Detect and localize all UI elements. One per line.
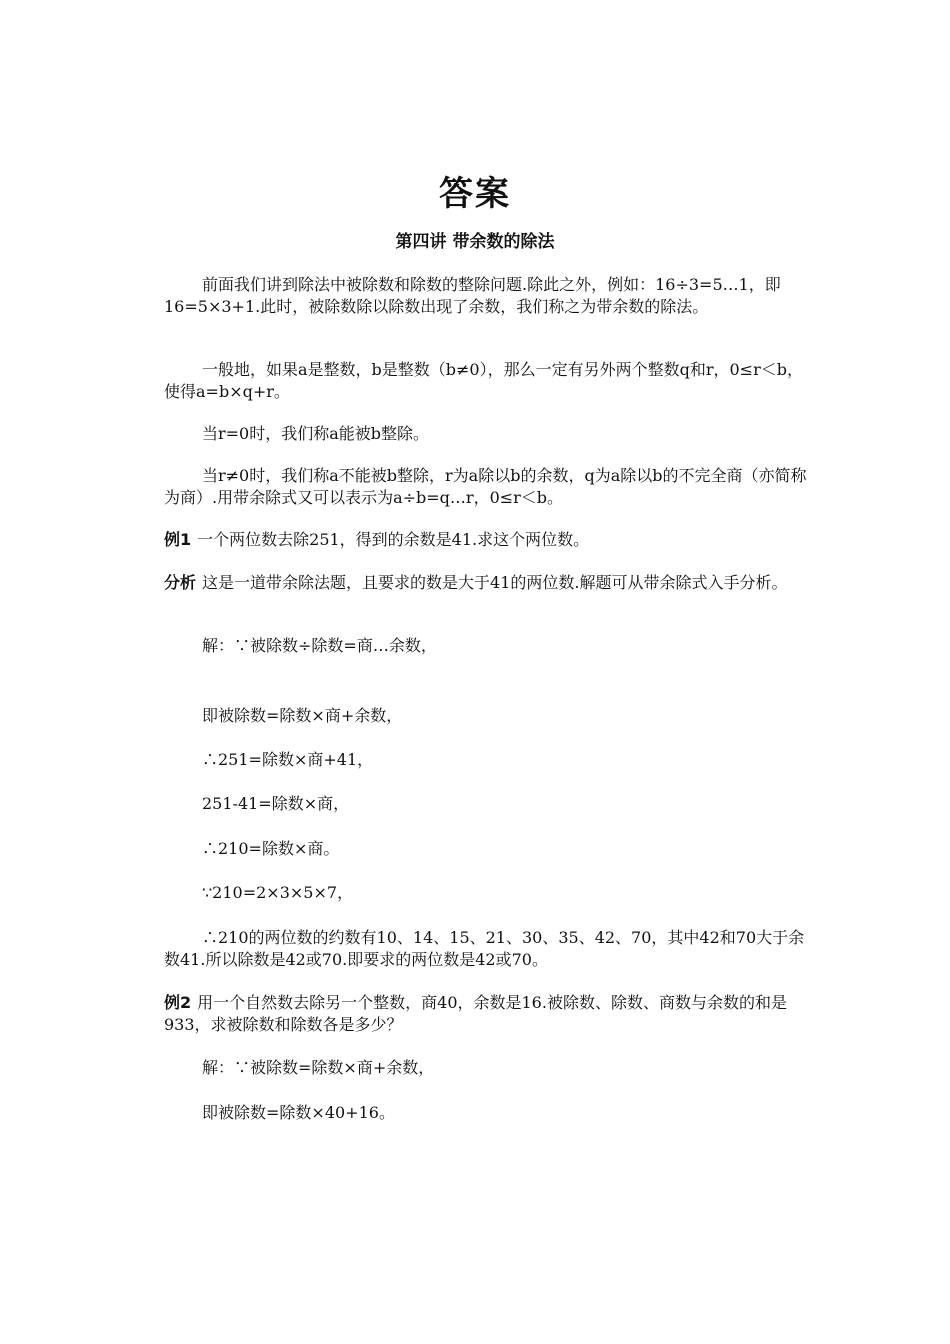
- example-2-text: 用一个自然数去除另一个整数，商40，余数是16.被除数、除数、商数与余数的和是933，求被除数和除数各是多少？: [164, 993, 787, 1034]
- analysis: [164, 572, 814, 594]
- example-2: [164, 992, 814, 1036]
- solution-1-line-7: ∴210的两位数的约数有10、14、15、21、30、35、42、70，其中42和70大于余数41.所以除数是42或70.即要求的两位数是42或70。: [164, 928, 805, 969]
- solution-2-line-2: 即被除数=除数×40+16。: [202, 1103, 395, 1122]
- example-1-label: 例1: [164, 530, 192, 549]
- solution-2-line-1: 解：∵被除数=除数×商+余数，: [202, 1058, 435, 1077]
- solution-1-line-4: 251-41=除数×商，: [202, 794, 350, 813]
- page-title: 答案: [439, 174, 511, 214]
- intro-paragraph-2: 一般地，如果a是整数，b是整数（b≠0），那么一定有另外两个整数q和r，0≤r＜b，使得a=b×q+r。: [164, 360, 803, 401]
- lecture-subtitle: 第四讲 带余数的除法: [395, 232, 555, 252]
- solution-1-line-1: 解：∵被除数÷除数=商…余数，: [202, 636, 437, 655]
- analysis-text: 这是一道带余除法题，且要求的数是大于41的两位数.解题可从带余除式入手分析。: [202, 573, 788, 592]
- intro-paragraph-4: 当r≠0时，我们称a不能被b整除，r为a除以b的余数，q为a除以b的不完全商（亦简称为商）.用带余除式又可以表示为a÷b=q…r，0≤r＜b。: [164, 466, 807, 507]
- solution-1-line-2: 即被除数=除数×商+余数，: [202, 706, 403, 725]
- solution-1-line-3: ∴251=除数×商+41，: [202, 750, 374, 769]
- example-2-label: 例2: [164, 993, 192, 1012]
- intro-paragraph-1: 前面我们讲到除法中被除数和除数的整除问题.除此之外，例如：16÷3=5…1，即16=5×3+1.此时，被除数除以除数出现了余数，我们称之为带余数的除法。: [164, 275, 781, 316]
- intro-paragraph-3: 当r=0时，我们称a能被b整除。: [202, 424, 430, 443]
- solution-1-line-5: ∴210=除数×商。: [202, 839, 340, 858]
- solution-1-line-6: ∵210=2×3×5×7，: [202, 883, 354, 902]
- example-1: [164, 529, 814, 551]
- analysis-label: 分析: [164, 573, 197, 592]
- example-1-text: 一个两位数去除251，得到的余数是41.求这个两位数。: [197, 530, 590, 549]
